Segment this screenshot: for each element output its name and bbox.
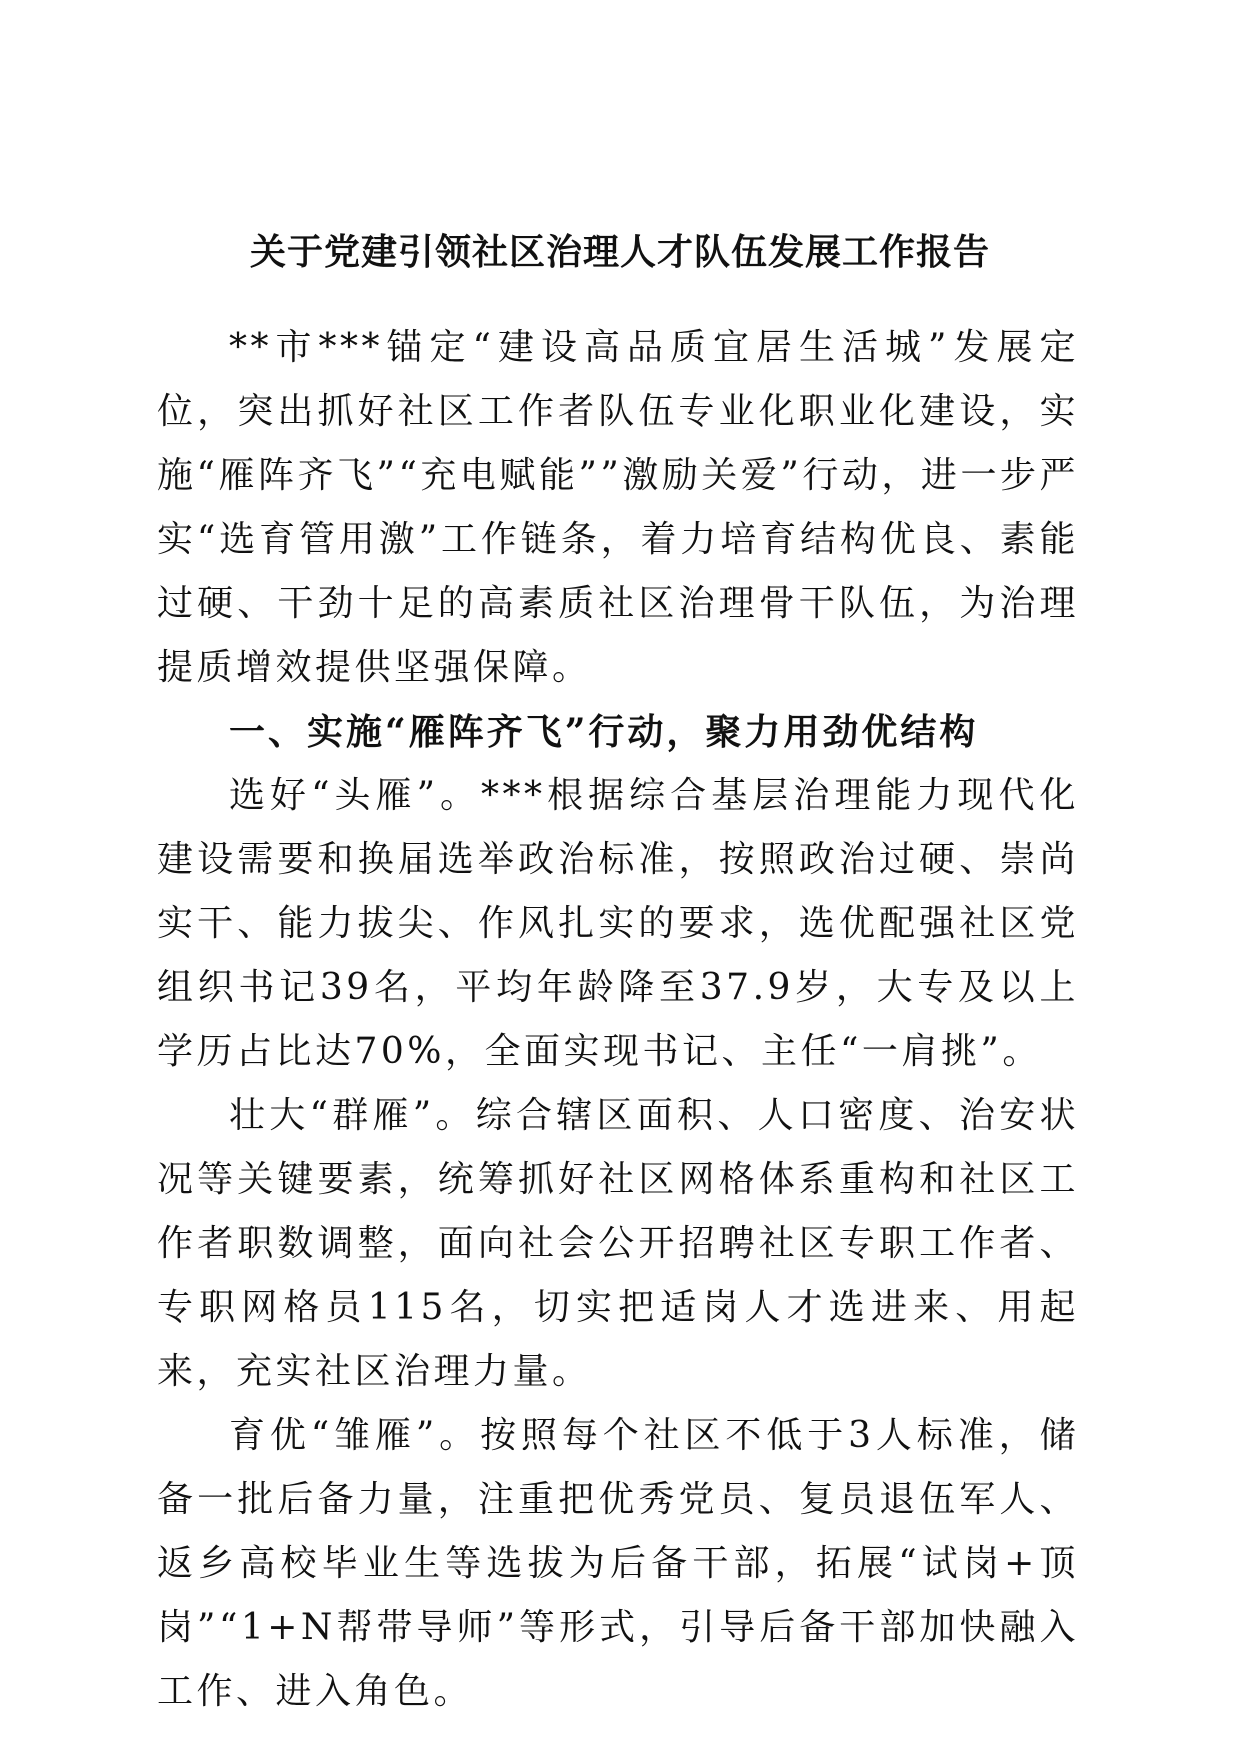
section-heading: 一、实施“雁阵齐飞”行动，聚力用劲优结构 [229, 711, 979, 753]
document-title: 关于党建引领社区治理人才队伍发展工作报告 [249, 231, 990, 273]
paragraph-young-geese: 育优“雏雁”。按照每个社区不低于3人标准，储备一批后备力量，注重把优秀党员、复员退伍军人、返乡高校毕业生等选拔为后备干部，拓展“试岗+顶岗”“1+N帮带导师”等形式，引导后备干部加快融入工作、进入角色。 [157, 1415, 1079, 1712]
paragraph-lead-geese: 选好“头雁”。***根据综合基层治理能力现代化建设需要和换届选举政治标准，按照政治过硬、崇尚实干、能力拔尖、作风扎实的要求，选优配强社区党组织书记39名，平均年龄降至37.9岁，大专及以上学历占比达70%，全面实现书记、主任“一肩挑”。 [157, 775, 1079, 1072]
paragraph-group-geese: 壮大“群雁”。综合辖区面积、人口密度、治安状况等关键要素，统筹抓好社区网格体系重构和社区工作者职数调整，面向社会公开招聘社区专职工作者、专职网格员115名，切实把适岗人才选进来、用起来，充实社区治理力量。 [157, 1095, 1079, 1392]
document-body [157, 316, 1079, 1724]
intro-paragraph: **市***锚定“建设高品质宜居生活城”发展定位，突出抓好社区工作者队伍专业化职业化建设，实施“雁阵齐飞”“充电赋能””激励关爱”行动，进一步严实“选育管用激”工作链条，着力培育结构优良、素能过硬、干劲十足的高素质社区治理骨干队伍，为治理提质增效提供坚强保障。 [157, 327, 1079, 688]
